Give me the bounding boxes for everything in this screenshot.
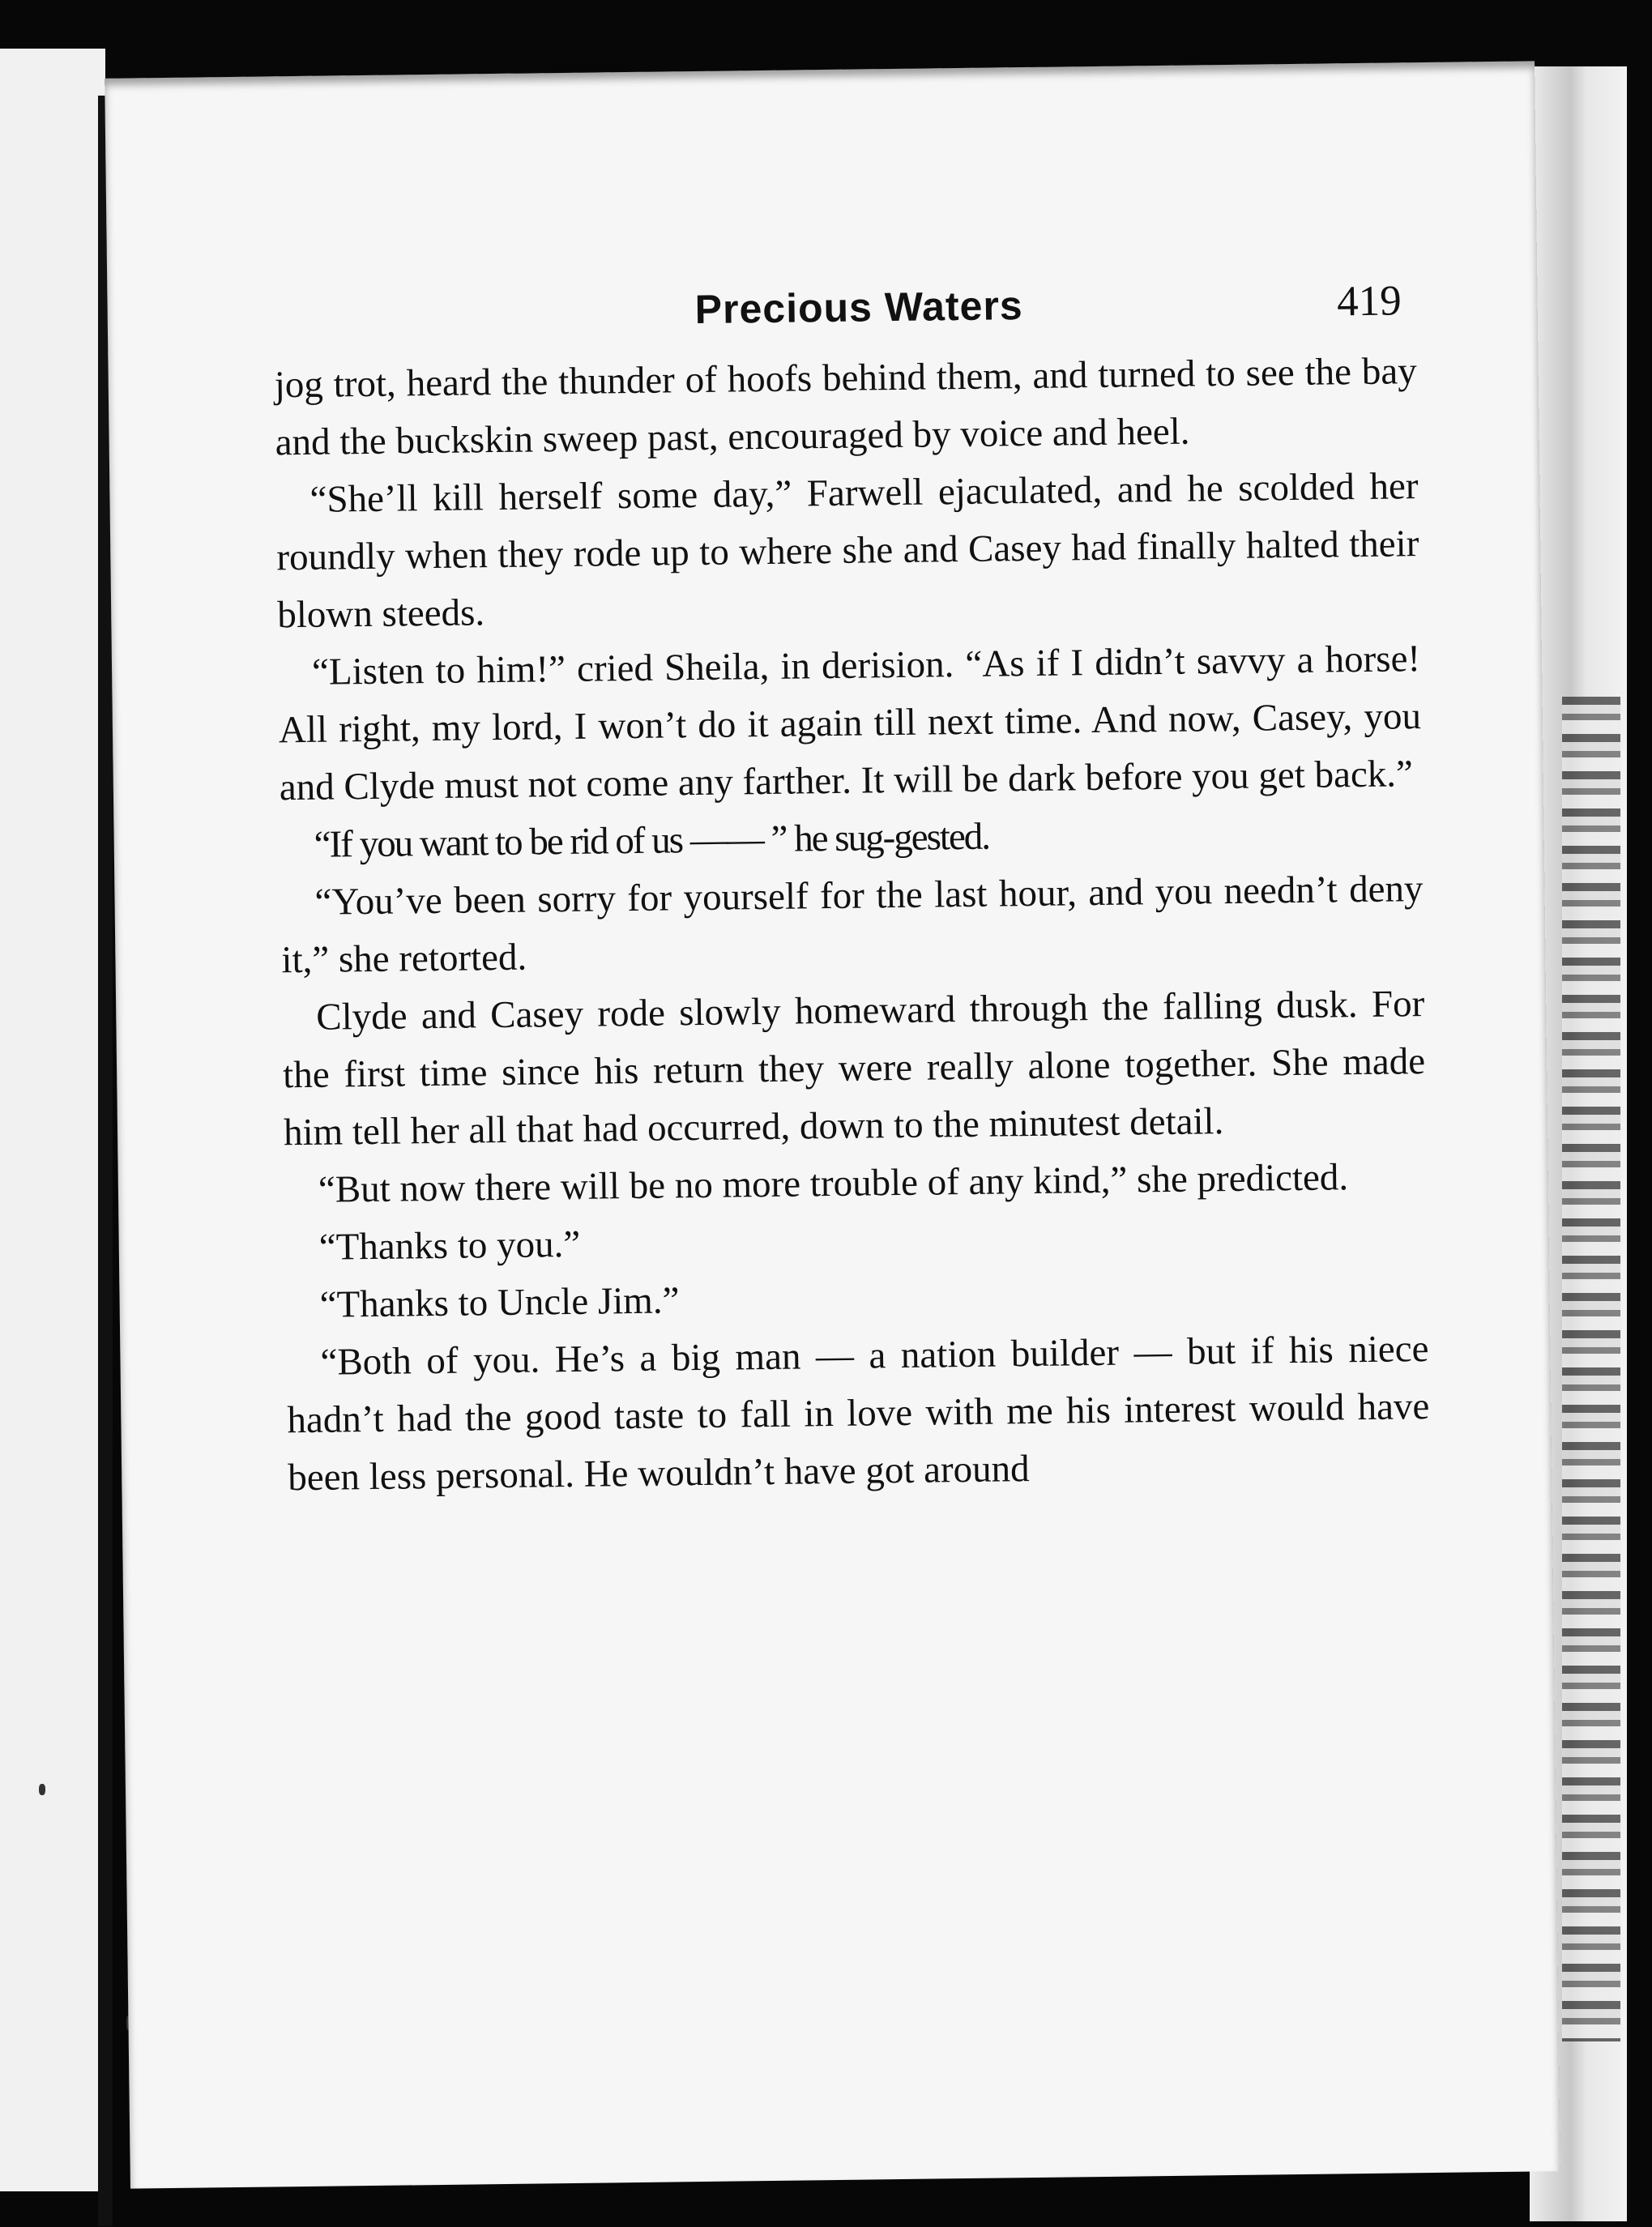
body-paragraph-4: “If you want to be rid of us —— ” he sug-gested.: [314, 815, 990, 866]
left-page-edge: [0, 49, 105, 2191]
body-paragraph-7: “But now there will be no more trouble of any kind,” she predicted.: [318, 1156, 1349, 1211]
body-paragraph-3: “Listen to him!” cried Sheila, in derision. “As if I didn’t savvy a horse! All right, my lord, I won’t do it again till next time. And now, Casey, you and Clyde must not come any farther. It will be dark before you get back.”: [278, 638, 1422, 809]
body-paragraph-6: Clyde and Casey rode slowly homeward through the falling dusk. For the first time since his return they were really alone together. She made him tell her all that had occurred, down to the minutest detail.: [282, 983, 1426, 1154]
body-paragraph-2: “She’ll kill herself some day,” Farwell ejaculated, and he scolded her roundly when they rode up to where she and Casey had finally halted their blown steeds.: [276, 465, 1419, 637]
body-paragraph-8: “Thanks to you.”: [318, 1222, 581, 1269]
body-paragraph-5: “You’ve been sorry for yourself for the last hour, and you needn’t deny it,” she retorted.: [281, 868, 1424, 982]
right-edge-stack: [1562, 697, 1620, 2041]
book-page: [105, 61, 1560, 2188]
page-header: [273, 268, 1416, 356]
body-paragraph-10: “Both of you. He’s a big man — a nation builder — but if his niece hadn’t had the good taste to fall in love with me his interest would have been less personal. He wouldn’t have got around: [287, 1328, 1430, 1500]
running-title: Precious Waters: [694, 283, 1023, 332]
page-number: 419: [1336, 277, 1402, 326]
body-paragraph-1: jog trot, heard the thunder of hoofs behind them, and turned to see the bay and the buckskin sweep past, encouraged by voice and heel.: [274, 350, 1418, 464]
left-margin-speck: [39, 1784, 45, 1795]
body-paragraph-9: “Thanks to Uncle Jim.”: [319, 1279, 680, 1326]
page-content: [273, 268, 1430, 1507]
